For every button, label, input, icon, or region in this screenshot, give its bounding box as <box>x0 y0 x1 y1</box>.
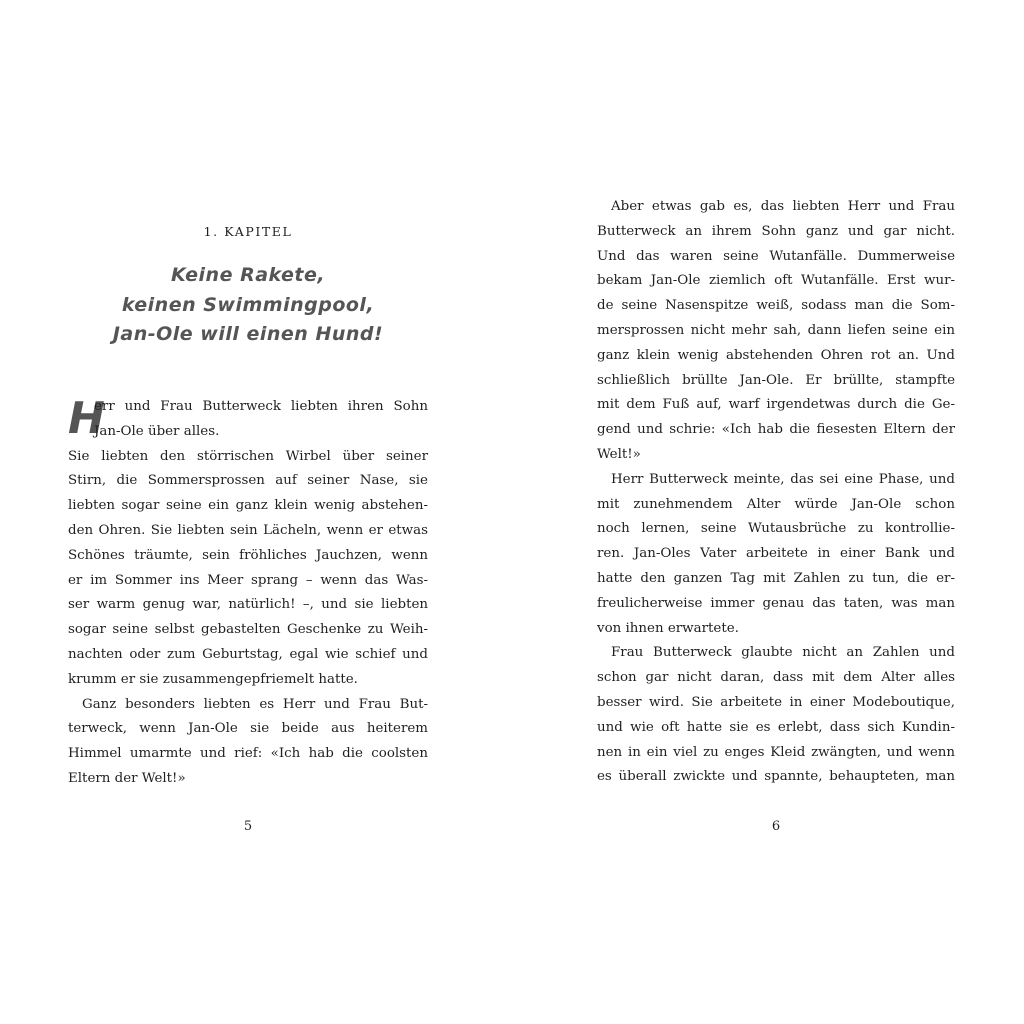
page-number: 5 <box>243 819 253 834</box>
text-line: Aber etwas gab es, das liebten Herr und Frau <box>611 199 955 214</box>
text-line: Schönes träumte, sein fröhliches Jauchzen, wenn <box>68 547 428 563</box>
text-line: Stirn, die Sommersprossen auf seiner Nase, sie <box>68 473 428 489</box>
text-line: de seine Nasenspitze weiß, sodass man die Som- <box>597 298 955 314</box>
text-line: den Ohren. Sie liebten sein Lächeln, wenn er etwas <box>68 522 428 538</box>
text-line: Frau Butterweck glaubte nicht an Zahlen und <box>611 645 955 661</box>
text-line: und wie oft hatte sie es erlebt, dass sich Kundin- <box>597 719 955 735</box>
text-line: Welt!» <box>597 446 641 462</box>
text-line: Himmel umarmte und rief: «Ich hab die coolsten <box>68 746 428 762</box>
text-line: ren. Jan-Oles Vater arbeitete in einer Bank und <box>597 546 955 562</box>
page-number: 6 <box>771 819 781 834</box>
text-line: Ganz besonders liebten es Herr und Frau But- <box>82 696 428 712</box>
text-line: ganz klein wenig abstehenden Ohren rot an. Und <box>597 347 955 363</box>
text-line: Eltern der Welt!» <box>68 770 186 786</box>
text-line: liebten sogar seine ein ganz klein wenig abstehen- <box>68 498 428 514</box>
text-line: Jan-Ole über alles. <box>94 423 220 439</box>
text-line: Herr Butterweck meinte, das sei eine Phase, und <box>611 471 955 487</box>
text-line: mit dem Fuß auf, warf irgendetwas durch die Ge- <box>597 397 955 413</box>
text-line: noch lernen, seine Wutausbrüche zu kontrollie- <box>597 521 955 537</box>
text-line: terweck, wenn Jan-Ole sie beide aus heiterem <box>68 721 428 737</box>
right-page <box>597 0 955 1024</box>
left-page <box>68 0 428 1024</box>
text-line: Und das waren seine Wutanfälle. Dummerweise <box>597 248 955 264</box>
text-line: ser warm genug war, natürlich! –, und sie liebten <box>68 597 428 613</box>
text-line: mit zunehmendem Alter würde Jan-Ole schon <box>597 496 955 512</box>
text-line: er im Sommer ins Meer sprang – wenn das Was- <box>68 572 428 588</box>
text-line: schon gar nicht daran, dass mit dem Alter alles <box>597 670 955 686</box>
left-body-text <box>68 395 428 792</box>
chapter-title <box>68 261 428 350</box>
right-body-text <box>597 195 955 790</box>
drop-cap: H <box>68 393 105 444</box>
text-line: freulicherweise immer genau das taten, was man <box>597 595 955 611</box>
text-line: mersprossen nicht mehr sah, dann liefen seine ein <box>597 322 955 338</box>
text-line: err und Frau Butterweck liebten ihren Sohn <box>94 399 428 414</box>
chapter-title-line: Jan-Ole will einen Hund! <box>112 323 384 345</box>
chapter-label: 1. KAPITEL <box>203 224 293 239</box>
text-line: besser wird. Sie arbeitete in einer Modeboutique, <box>597 694 955 710</box>
text-line: hatte den ganzen Tag mit Zahlen zu tun, die er- <box>597 570 955 586</box>
text-line: Sie liebten den störrischen Wirbel über seiner <box>68 448 428 464</box>
text-line: nachten oder zum Geburtstag, egal wie schief und <box>68 646 428 662</box>
chapter-title-line: Keine Rakete, <box>170 264 326 286</box>
text-line: bekam Jan-Ole ziemlich oft Wutanfälle. Erst wur- <box>597 273 955 289</box>
chapter-title-line: keinen Swimmingpool, <box>121 293 375 316</box>
text-line: schließlich brüllte Jan-Ole. Er brüllte, stampfte <box>597 372 955 388</box>
text-line: gend und schrie: «Ich hab die fiesesten Eltern der <box>597 422 955 438</box>
text-line: sogar seine selbst gebastelten Geschenke zu Weih- <box>68 622 428 638</box>
text-line: nen in ein viel zu enges Kleid zwängten, und wenn <box>597 744 955 760</box>
text-line: krumm er sie zusammengepfriemelt hatte. <box>68 671 358 687</box>
text-line: es überall zwickte und spannte, behaupteten, man <box>597 769 955 785</box>
text-line: von ihnen erwartete. <box>597 620 739 636</box>
text-line: Butterweck an ihrem Sohn ganz und gar nicht. <box>597 223 955 239</box>
